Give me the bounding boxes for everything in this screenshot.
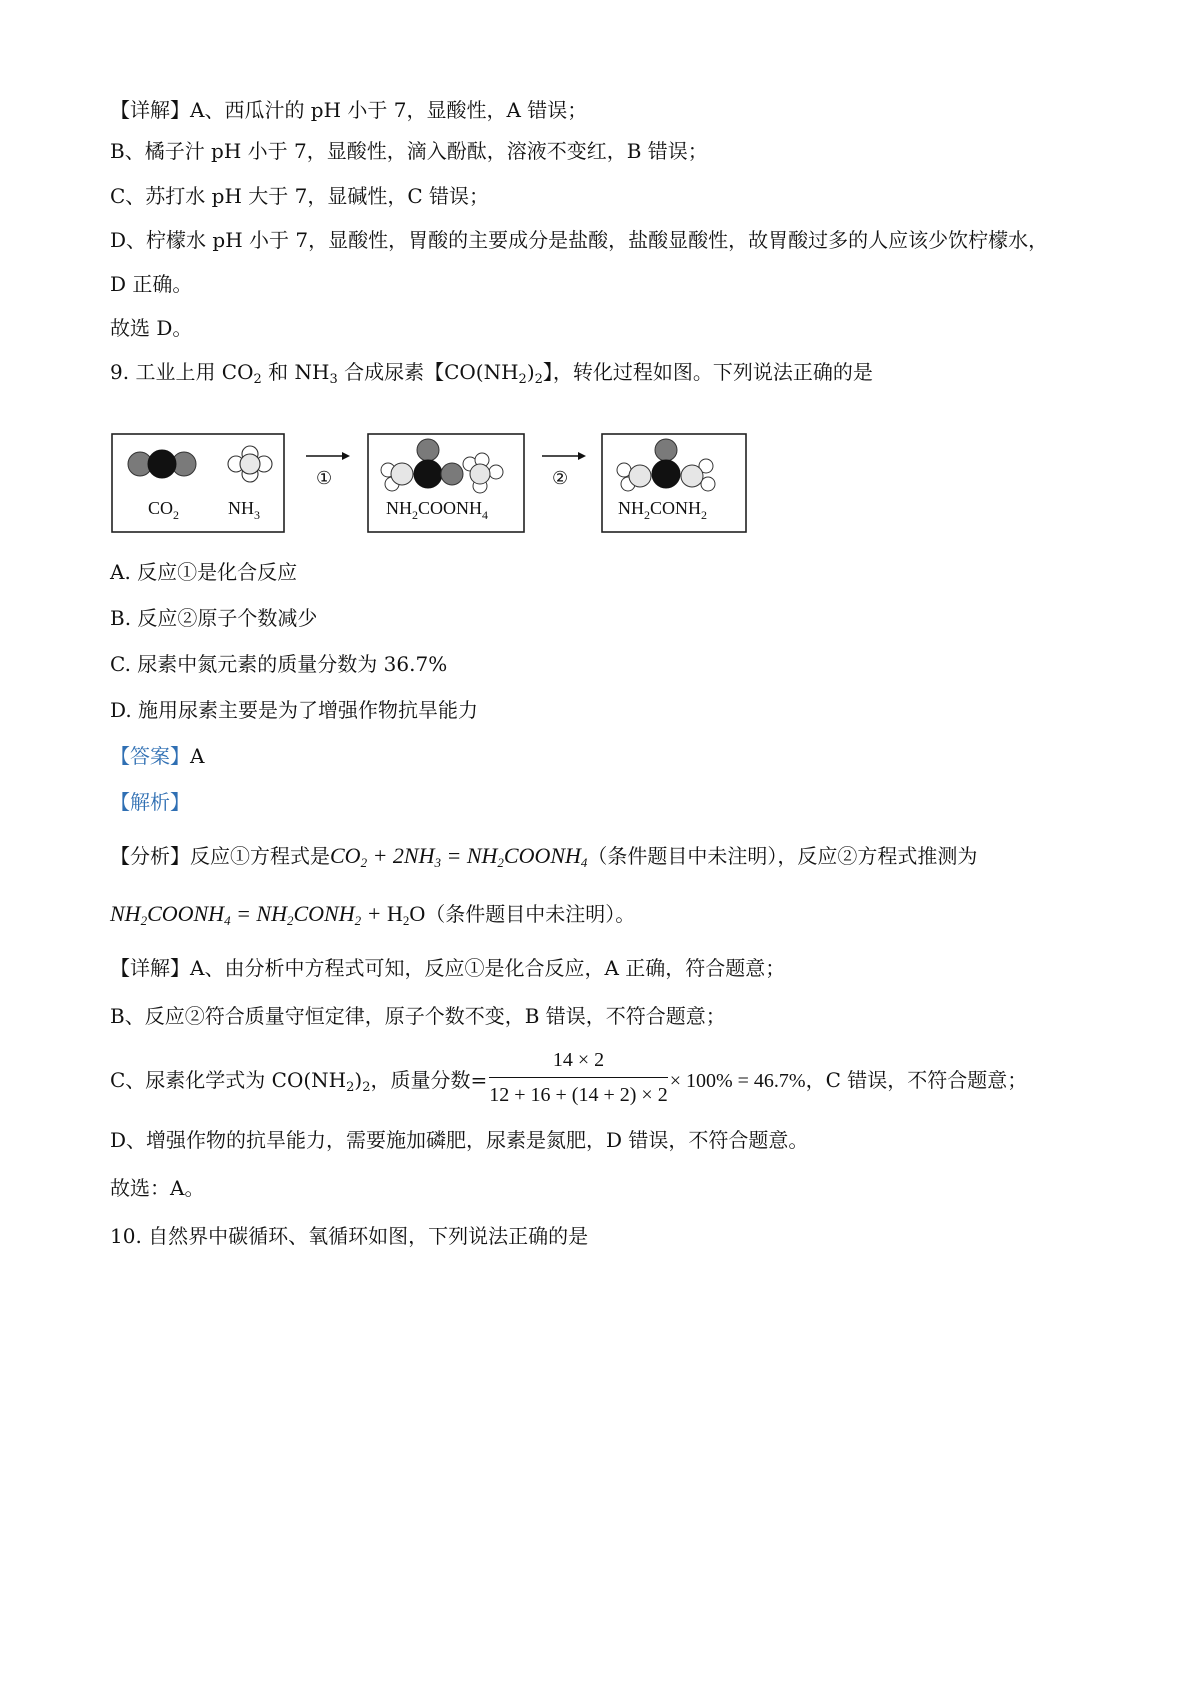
step-2-marker: ② bbox=[552, 468, 569, 489]
svg-text:NH2CONH2: $NH_2CONH_2$ bbox=[618, 498, 708, 522]
detail-line-b: B、橘子汁 pH 小于 7，显酸性，滴入酚酞，溶液不变红，B 错误； bbox=[110, 139, 708, 163]
arrow-2 bbox=[542, 452, 586, 489]
detail-9-c: C、尿素化学式为 $CO(NH_2)_2$，质量分数= $\frac{14 \times 2}{12 + 16 + (14 + 2) \times 2}$ × 100% = 46.7%，C 错误，不符合题意； bbox=[110, 1050, 1027, 1113]
answer-value: A bbox=[190, 744, 205, 768]
equation-1: $CO_2 + 2NH_3$ = $NH_2COONH_4$ bbox=[330, 843, 588, 870]
fraction-result: × 100% = 46.7% bbox=[669, 1070, 806, 1092]
answer-line bbox=[110, 742, 204, 770]
mass-fraction bbox=[489, 1046, 667, 1109]
detail-line-c: C、苏打水 pH 大于 7，显碱性，C 错误； bbox=[110, 184, 490, 208]
option-c: C. 尿素中氮元素的质量分数为 36.7% bbox=[110, 652, 448, 676]
option-b: B. 反应②原子个数减少 bbox=[110, 606, 318, 630]
detail-9-b: B、反应②符合质量守恒定律，原子个数不变，B 错误，不符合题意； bbox=[110, 1004, 726, 1028]
svg-text:NH3: $NH_3$ bbox=[228, 498, 260, 522]
arrow-1 bbox=[306, 452, 350, 489]
analysis-tag: 【解析】 bbox=[110, 790, 190, 814]
equation-2: $NH_2COONH_4$ = $NH_2CONH_2 + H_2O$ bbox=[110, 901, 426, 928]
detail-line-d: D、柠檬水 pH 小于 7，显酸性，胃酸的主要成分是盐酸，盐酸显酸性，故胃酸过多的人应该少饮柠檬水， bbox=[110, 228, 1049, 252]
analysis-line-2: $NH_2COONH_4$ = $NH_2CONH_2 + H_2O$（条件题目中未注明）。 bbox=[110, 901, 636, 928]
detail-line-d-cont: D 正确。 bbox=[110, 272, 193, 296]
svg-text:NH2COONH4: $NH_2COONH_4$ bbox=[386, 498, 489, 522]
step-1-marker: ① bbox=[316, 468, 333, 489]
label-nh3: NH bbox=[228, 498, 254, 518]
label-nh2coonh4: NH bbox=[386, 498, 412, 518]
reaction-diagram bbox=[110, 432, 760, 542]
co2-molecule bbox=[128, 450, 196, 478]
detail-9-a: 【详解】A、由分析中方程式可知，反应①是化合反应，A 正确，符合题意； bbox=[110, 956, 786, 980]
label-nh2conh2: NH bbox=[618, 498, 644, 518]
choice-9: 故选：A。 bbox=[110, 1176, 205, 1200]
question-10-stem: 10. 自然界中碳循环、氧循环如图，下列说法正确的是 bbox=[110, 1224, 589, 1248]
svg-text:CO2: $CO_2$ bbox=[148, 498, 180, 522]
option-d: D. 施用尿素主要是为了增强作物抗旱能力 bbox=[110, 698, 479, 722]
choice-line: 故选 D。 bbox=[110, 316, 193, 340]
fraction-numerator: 14 × 2 bbox=[489, 1046, 667, 1078]
label-co2: CO bbox=[148, 498, 174, 518]
answer-tag: 【答案】 bbox=[110, 744, 190, 768]
question-9-stem: 9. 工业上用 $CO_2$ 和 $NH_3$ 合成尿素【$CO(NH_2)_2$】，转化过程如图。下列说法正确的是 bbox=[110, 360, 873, 387]
fraction-denominator: 12 + 16 + (14 + 2) × 2 bbox=[489, 1084, 668, 1106]
detail-line-a: 【详解】A、西瓜汁的 pH 小于 7，显酸性，A 错误； bbox=[110, 98, 588, 122]
analysis-line-1: 【分析】反应①方程式是$CO_2 + 2NH_3$ = $NH_2COONH_4$（条件题目中未注明），反应②方程式推测为 bbox=[110, 843, 978, 870]
option-a: A. 反应①是化合反应 bbox=[110, 560, 298, 584]
detail-9-d: D、增强作物的抗旱能力，需要施加磷肥，尿素是氮肥，D 错误，不符合题意。 bbox=[110, 1128, 809, 1152]
